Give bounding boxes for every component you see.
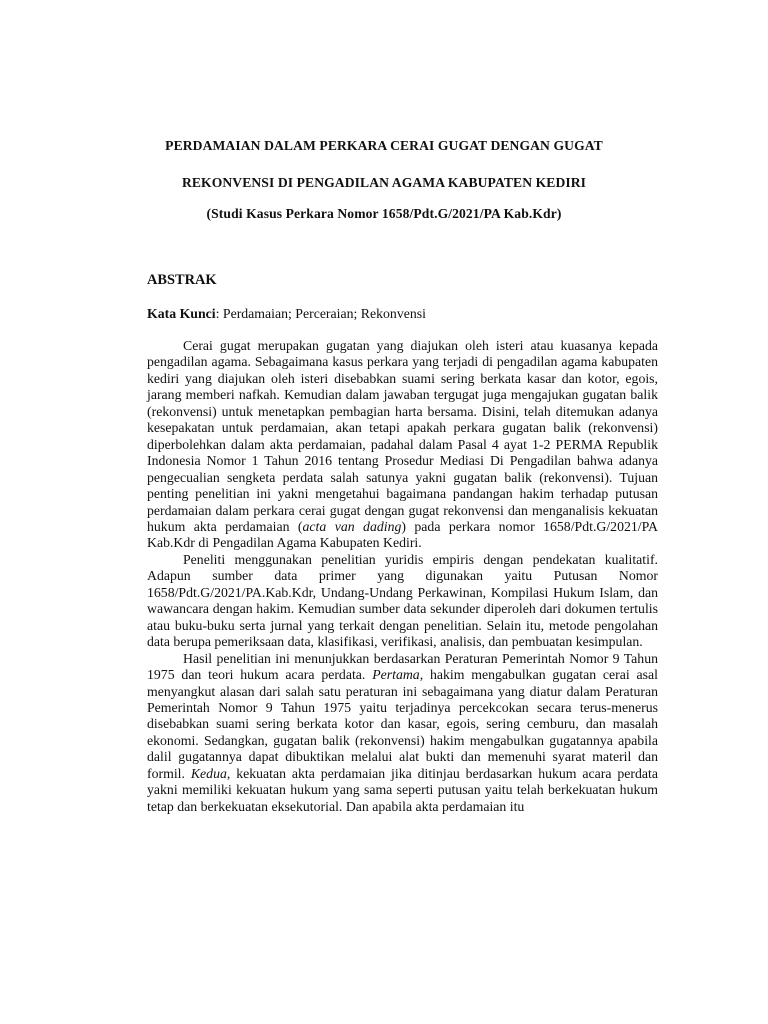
paragraph-3-text-b: , hakim mengabulkan gugatan cerai asal menyangkut alasan dari salah satu peraturan ini sebagaimana yang diatur dalam Peraturan Pemerintah Nomor 9 Tahun 1975 yaitu terjadinya percekcokan secara terus-menerus disebabkan suami sering berkata kotor dan kasar, egois, sering cemburu, dan masalah ekonomi. Sedangkan, gugatan balik (rekonvensi) hakim mengabulkan gugatannya apabila dalil gugatannya dapat dibuktikan melalui alat bukti dan memenuhi syarat materil dan formil. (147, 667, 658, 781)
abstract-heading: ABSTRAK (147, 272, 217, 288)
abstract-body (147, 338, 658, 815)
paragraph-1-text-b: ) pada perkara nomor 1658/Pdt.G/2021/PA Kab.Kdr di Pengadilan Agama Kabupaten Kediri. (147, 518, 658, 551)
subtitle-case-study: (Studi Kasus Perkara Nomor 1658/Pdt.G/2021/PA Kab.Kdr) (206, 206, 562, 221)
keywords-label: Kata Kunci (147, 306, 216, 321)
paragraph-3-text-c: , kekuatan akta perdamaian jika ditinjau berdasarkan hukum acara perdata yakni memiliki kekuatan hukum yang sama seperti putusan yaitu telah berkekuatan hukum tetap dan berkekuatan eksekutorial. Dan apabila akta perdamaian itu (147, 765, 658, 814)
abstract-paragraph-2: Peneliti menggunakan penelitian yuridis empiris dengan pendekatan kualitatif. Adapun sumber data primer yang digunakan yaitu Putusan Nomor 1658/Pdt.G/2021/PA.Kab.Kdr, Undang-Undang Perkawinan, Kompilasi Hukum Islam, dan wawancara dengan hakim. Kemudian sumber data sekunder diperoleh dari dokumen tertulis atau buku-buku serta jurnal yang terkait dengan penelitian. Selain itu, metode pengolahan data berupa pemeriksaan data, klasifikasi, verifikasi, analisis, dan pembuatan kesimpulan. (147, 551, 658, 650)
paragraph-1-italic-term: acta van dading (302, 518, 402, 534)
keywords-value: : Perdamaian; Perceraian; Rekonvensi (215, 306, 426, 321)
paragraph-3-text-a: Hasil penelitian ini menunjukkan berdasarkan Peraturan Pemerintah Nomor 9 Tahun 1975 dan teori hukum acara perdata. (147, 650, 658, 683)
paragraph-1-text-a: Cerai gugat merupakan gugatan yang diajukan oleh isteri atau kuasanya kepada pengadilan agama. Sebagaimana kasus perkara yang terjadi di pengadilan agama kabupaten kediri yang diajukan oleh isteri disebabkan suami sering berkata kasar dan kotor, egois, jarang memberi nafkah. Kemudian dalam jawaban tergugat juga mengajukan gugatan balik (rekonvensi) untuk menetapkan pembagian harta bersama. Disini, telah ditemukan adanya kesepakatan untuk perdamaian, akan tetapi apakah perkara gugatan balik (rekonvensi) diperbolehkan dalam akta perdamaian, padahal dalam Pasal 4 ayat 1-2 PERMA Republik Indonesia Nomor 1 Tahun 2016 tentang Prosedur Mediasi Di Pengadilan bahwa adanya pengecualian sengketa perdata salah satunya yakni gugatan balik (rekonvensi). Tujuan penting penelitian ini yakni mengetahui bagaimana pandangan hakim terhadap putusan perdamaian dalam perkara cerai gugat dengan gugat rekonvensi dan menganalisis kekuatan hukum akta perdamaian ( (147, 338, 658, 534)
paragraph-3-italic-kedua: Kedua (190, 765, 227, 781)
title-line-1: PERDAMAIAN DALAM PERKARA CERAI GUGAT DENGAN GUGAT (165, 138, 603, 153)
abstract-paragraph-1 (147, 338, 658, 552)
abstract-paragraph-3 (147, 651, 658, 816)
title-line-2: REKONVENSI DI PENGADILAN AGAMA KABUPATEN KEDIRI (181, 175, 587, 190)
paragraph-3-italic-pertama: Pertama (372, 667, 420, 683)
keywords-line (147, 306, 426, 322)
